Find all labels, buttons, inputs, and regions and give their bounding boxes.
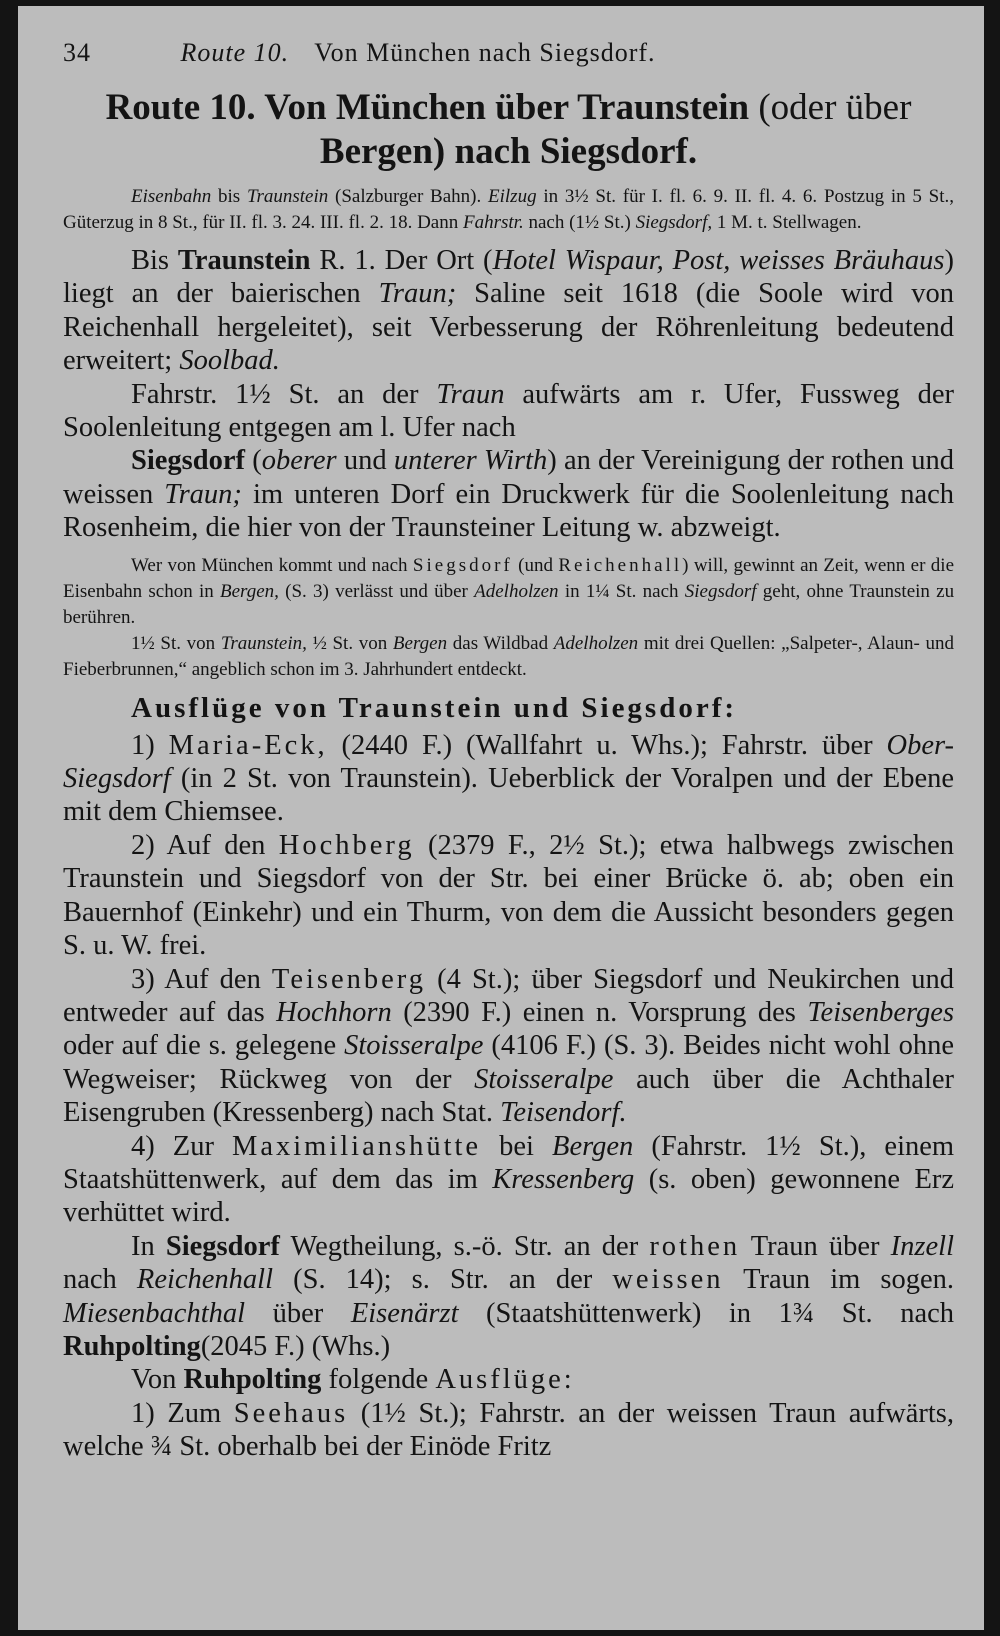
fahrstr: Fahrstr. [462, 212, 524, 233]
bahn: (Salzburger Bahn). [335, 186, 482, 207]
n1-e: in 1¼ St. nach [564, 580, 679, 602]
route-title-line2: Bergen) nach Siegsdorf. [319, 131, 698, 172]
n1-d: (S. 3) verlässt und über [285, 580, 468, 602]
p5-a: folgende [328, 1364, 429, 1396]
e3-stoisseralpe2: Stoisseralpe [474, 1063, 614, 1095]
p4-b: Traun über [750, 1230, 880, 1262]
p4-siegsdorf: Siegsdorf [165, 1230, 280, 1262]
p4-inzell: Inzell [890, 1230, 954, 1262]
p3-unterer: unterer Wirth [393, 445, 548, 477]
n1-c: ) will, gewinnt an Zeit, wenn er die Eisenbahn schon in [63, 554, 955, 602]
e1-place: Maria-Eck, [168, 729, 328, 761]
excursion-maximilianshuette [63, 1130, 954, 1230]
eisenbahn: Eisenbahn [131, 186, 212, 207]
e4-place: Maximilianshütte [232, 1130, 482, 1162]
p4-h: (2045 F.) (Whs.) [200, 1330, 391, 1362]
running-head-route: Route 10. [180, 38, 290, 67]
n1-a: Wer von München kommt und nach [131, 554, 408, 576]
e4-kressenberg: Kressenberg [492, 1163, 635, 1195]
intro-siegsdorf: Siegsdorf, [635, 212, 713, 233]
excursion-hochberg [63, 829, 954, 963]
n1-siegsdorf: Siegsdorf [412, 554, 513, 576]
p1-traunstein: Traunstein [177, 245, 311, 276]
paragraph-siegsdorf [63, 444, 954, 544]
e3-f: auch über die Achthaler Eisengruben (Kressenberg) nach Stat. [63, 1063, 955, 1129]
n1-adelholzen: Adelholzen [474, 580, 559, 602]
e4-b: bei [499, 1130, 534, 1162]
running-head-title: Von München nach Siegsdorf. [314, 38, 656, 67]
p3-oberer: oberer [261, 445, 337, 477]
n1-reichenhall: Reichenhall [558, 554, 683, 576]
e3-hochhorn: Hochhorn [276, 996, 392, 1028]
p5-ausfluege: Ausflüge: [435, 1364, 575, 1396]
p1-bis: Bis [131, 245, 170, 276]
p6-a: 1) Zum [131, 1397, 222, 1429]
e1-num: 1) [131, 729, 155, 761]
p5-von: Von [131, 1364, 177, 1396]
e2-place: Hochberg [278, 829, 415, 861]
p6-seehaus: Seehaus [233, 1397, 349, 1429]
p4-c: nach [63, 1264, 117, 1296]
intro-rest: in 3½ St. für I. fl. 6. 9. II. fl. 4. 6. Postzug in 5 St., Güterzug in 8 St., für II. fl. 3. 24. III. fl. 2. 18. Dann [63, 186, 955, 233]
route-title [63, 86, 954, 174]
e3-place: Teisenberg [271, 963, 427, 995]
n2-a: 1½ St. von [131, 632, 216, 654]
p4-d: (S. 14); s. Str. an der [293, 1264, 593, 1296]
p1-traun: Traun; [378, 278, 457, 310]
bis: bis [217, 186, 241, 207]
e2-a: 2) Auf den [131, 829, 266, 861]
n2-traunstein: Traunstein, [220, 632, 307, 654]
e3-teisenberges: Teisenberges [807, 996, 955, 1028]
e3-c: (2390 F.) einen n. Vorsprung des [403, 996, 796, 1028]
p4-ruhpolting: Ruhpolting [63, 1330, 201, 1362]
p1-hotels: Hotel Wispaur, Post, weisses Bräuhaus [492, 245, 945, 276]
p1-a: R. 1. Der Ort ( [319, 245, 493, 276]
p4-g: (Staatshüttenwerk) in 1¾ St. nach [486, 1297, 955, 1329]
note-adelholzen [63, 631, 954, 683]
excursion-seehaus [63, 1397, 954, 1464]
p3-siegsdorf: Siegsdorf [131, 445, 245, 477]
p3-und: und [343, 445, 387, 477]
e1-b: (in 2 St. von Traunstein). Ueberblick der Voralpen und der Ebene mit dem Chiemsee. [63, 763, 955, 828]
intro-end: 1 M. t. Stellwagen. [716, 212, 862, 233]
p4-f: über [272, 1297, 324, 1329]
excursion-teisenberg [63, 963, 954, 1130]
p4-rothen: rothen [649, 1230, 741, 1262]
p1-c: Saline seit 1618 (die Soole wird von Reichenhall hergeleitet), seit Verbesserung der Röhrenleitung bedeutend erweitert; [63, 278, 954, 377]
p1-b: ) liegt an der baierischen [63, 245, 955, 310]
e4-a: 4) Zur [131, 1130, 214, 1162]
e3-stoisseralpe: Stoisseralpe [344, 1030, 484, 1062]
route-title-bold: Route 10. Von München über Traunstein [105, 87, 750, 128]
e3-teisendorf: Teisendorf. [500, 1097, 627, 1129]
p3-traun: Traun; [164, 478, 242, 510]
p4-eisenaerzt: Eisenärzt [350, 1297, 459, 1329]
excursion-maria-eck [63, 729, 954, 829]
p4-miesenbachthal: Miesenbachthal [63, 1297, 246, 1329]
e3-b: (4 St.); über Siegsdorf und Neukirchen und entweder auf das [63, 963, 955, 1028]
section-heading: Ausflüge von Traunstein und Siegsdorf: [131, 691, 738, 724]
e3-d: oder auf die s. gelegene [63, 1030, 337, 1062]
page-number: 34 [63, 38, 91, 67]
route-title-light: (oder über [758, 87, 912, 128]
eilzug: Eilzug [488, 186, 537, 207]
e4-d: (s. oben) gewonnene Erz verhüttet wird. [63, 1163, 955, 1229]
n2-d: mit drei Quellen: „Salpeter-, Alaun- und Fieberbrunnen,“ angeblich schon im 3. Jahrhundert entdeckt. [63, 632, 955, 680]
p4-in: In [131, 1230, 155, 1262]
e2-b: (2379 F., 2½ St.); etwa halbwegs zwischen Traunstein und Siegsdorf von der Str. bei einer Brücke ö. ab; oben ein Bauernhof (Einkehr) und ein Thurm, von dem die Aussicht besonders gegen S. u. W. frei. [63, 829, 955, 962]
e3-e: (4106 F.) (S. 3). Beides nicht wohl ohne Wegweiser; Rückweg von der [63, 1030, 954, 1095]
intro-transport [63, 184, 954, 236]
paragraph-fahrstr [63, 378, 954, 445]
e1-a: (2440 F.) (Wallfahrt u. Whs.); Fahrstr. über [341, 729, 873, 761]
paragraph-ruhpolting [63, 1363, 954, 1396]
paragraph-wegtheilung [63, 1230, 954, 1364]
p4-a: Wegtheilung, s.-ö. Str. an der [290, 1230, 639, 1262]
intro-nach: nach (1½ St.) [528, 212, 631, 233]
p1-soolbad: Soolbad. [179, 345, 280, 377]
p3-c: im unteren Dorf ein Druckwerk für die Soolenleitung nach Rosenheim, die hier von der Traunsteiner Leitung w. abzweigt. [63, 478, 955, 544]
e1-ober: Ober-Siegsdorf [63, 729, 955, 795]
p5-ruhpolting: Ruhpolting [183, 1364, 322, 1396]
running-head [63, 36, 954, 86]
p6-b: (1½ St.); Fahrstr. an der weissen Traun aufwärts, welche ¾ St. oberhalb bei der Einöde Fritz [63, 1397, 955, 1463]
n2-bergen: Bergen [392, 632, 448, 654]
p3-a: ( [252, 445, 262, 477]
n1-bergen: Bergen, [219, 580, 279, 602]
paragraph-traunstein [63, 244, 954, 378]
p4-reichenhall: Reichenhall [136, 1264, 274, 1296]
p2-traun: Traun [436, 378, 505, 410]
traunstein: Traunstein [246, 186, 329, 207]
p4-e: Traun im sogen. [743, 1264, 955, 1296]
n2-adelholzen: Adelholzen [553, 632, 639, 654]
note-reichenhall [63, 553, 954, 631]
book-page [18, 6, 984, 1630]
n1-f: geht, ohne Traunstein zu berühren. [63, 580, 955, 628]
n2-c: das Wildbad [452, 632, 549, 654]
e4-c: (Fahrstr. 1½ St.), einem Staatshüttenwerk, auf dem das im [63, 1130, 955, 1195]
p4-weissen: weissen [612, 1264, 724, 1296]
p2-a: Fahrstr. 1½ St. an der [131, 378, 419, 410]
e4-bergen: Bergen [552, 1130, 634, 1162]
p2-b: aufwärts am r. Ufer, Fussweg der Soolenleitung entgegen am l. Ufer nach [63, 378, 954, 444]
n1-siegsdorf2: Siegsdorf [684, 580, 757, 602]
e3-a: 3) Auf den [131, 963, 261, 995]
p3-b: ) an der Vereinigung der rothen und weissen [63, 445, 955, 510]
n2-b: ½ St. von [312, 632, 388, 654]
n1-b: (und [518, 554, 553, 576]
